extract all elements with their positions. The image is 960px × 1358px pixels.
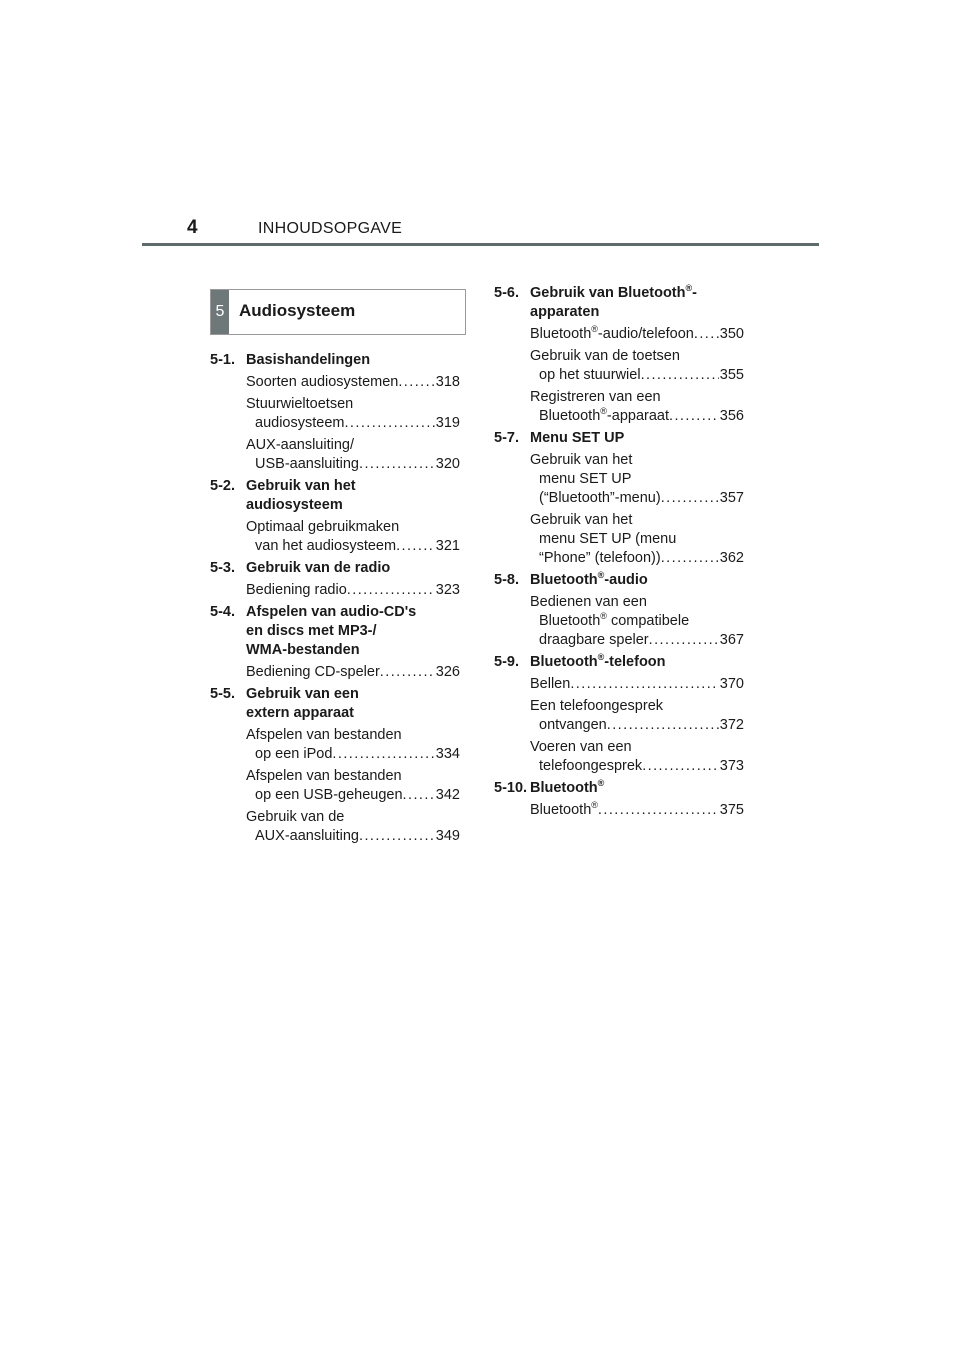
toc-entry[interactable] bbox=[246, 767, 460, 805]
toc-page-number: 356 bbox=[719, 408, 744, 424]
toc-section-heading[interactable] bbox=[210, 685, 460, 723]
toc-entry-text: Gebruik van het bbox=[530, 512, 633, 528]
section-number: 5-2. bbox=[210, 478, 235, 494]
dot-leader bbox=[359, 827, 435, 846]
dot-leader bbox=[642, 757, 719, 776]
toc-entry-text: Bediening CD-speler bbox=[246, 664, 380, 680]
toc-entry-text: telefoongesprek bbox=[539, 758, 643, 774]
toc-page-number: 372 bbox=[719, 717, 744, 733]
dot-leader bbox=[598, 801, 719, 820]
header-rule bbox=[142, 243, 819, 246]
toc-entry[interactable] bbox=[530, 347, 744, 385]
dot-leader bbox=[694, 325, 719, 344]
section-title-line: extern apparaat bbox=[246, 705, 354, 721]
toc-entry[interactable] bbox=[530, 388, 744, 426]
toc-entry-text: Bluetooth® compatibele bbox=[539, 611, 690, 629]
toc-page-number: 350 bbox=[719, 326, 744, 342]
dot-leader bbox=[403, 786, 435, 805]
section-title bbox=[530, 429, 744, 448]
toc-entry[interactable] bbox=[530, 801, 744, 820]
dot-leader bbox=[347, 581, 435, 600]
chapter-number-tab: 5 bbox=[211, 290, 229, 334]
toc-entry-text: Bluetooth®-audio/telefoon bbox=[530, 324, 694, 342]
toc-entry[interactable] bbox=[246, 581, 460, 600]
toc-entry[interactable] bbox=[530, 325, 744, 344]
section-number: 5-3. bbox=[210, 560, 235, 576]
toc-page-number: 357 bbox=[719, 490, 744, 506]
section-title-line: Gebruik van het bbox=[246, 478, 356, 494]
dot-leader bbox=[661, 549, 719, 568]
chapter-title: Audiosysteem bbox=[239, 301, 356, 320]
toc-page-number: 349 bbox=[435, 828, 460, 844]
section-title-line: Bluetooth®-audio bbox=[530, 570, 648, 588]
dot-leader bbox=[669, 407, 719, 426]
page-number: 4 bbox=[187, 217, 198, 238]
section-title-line: Bluetooth®-telefoon bbox=[530, 652, 666, 670]
section-title bbox=[246, 477, 460, 515]
section-title bbox=[246, 603, 460, 660]
toc-entry[interactable] bbox=[530, 511, 744, 568]
toc-entry[interactable] bbox=[246, 808, 460, 846]
toc-entry-text: AUX-aansluiting/ bbox=[246, 437, 354, 453]
toc-page-number: 323 bbox=[435, 582, 460, 598]
dot-leader bbox=[398, 373, 434, 392]
section-title-line: Gebruik van Bluetooth®- bbox=[530, 283, 697, 301]
toc-entry[interactable] bbox=[530, 451, 744, 508]
toc-entry[interactable] bbox=[530, 675, 744, 694]
dot-leader bbox=[359, 455, 435, 474]
toc-entry-text: Registreren van een bbox=[530, 389, 661, 405]
toc-section-heading[interactable] bbox=[494, 653, 744, 672]
dot-leader bbox=[396, 537, 435, 556]
section-title bbox=[246, 559, 460, 578]
toc-entry-text: USB-aansluiting bbox=[255, 456, 359, 472]
toc-entry-text: Bluetooth®-apparaat bbox=[539, 406, 669, 424]
toc-entry-text: menu SET UP (menu bbox=[539, 531, 677, 547]
toc-entry-text: Optimaal gebruikmaken bbox=[246, 519, 400, 535]
toc-page-number: 334 bbox=[435, 746, 460, 762]
running-header: INHOUDSOPGAVE bbox=[258, 220, 403, 237]
dot-leader bbox=[344, 414, 434, 433]
toc-entry[interactable] bbox=[530, 593, 744, 650]
section-title-line: Basishandelingen bbox=[246, 352, 371, 368]
toc-section-heading[interactable] bbox=[210, 559, 460, 578]
section-title-line: audiosysteem bbox=[246, 497, 343, 513]
toc-page-number: 362 bbox=[719, 550, 744, 566]
toc-entry-text: Een telefoongesprek bbox=[530, 698, 664, 714]
section-number: 5-8. bbox=[494, 572, 519, 588]
toc-page-number: 319 bbox=[435, 415, 460, 431]
dot-leader bbox=[332, 745, 434, 764]
toc-section-heading[interactable] bbox=[210, 603, 460, 660]
toc-entry-text: draagbare speler bbox=[539, 632, 649, 648]
toc-entry-text: op een USB-geheugen bbox=[255, 787, 403, 803]
toc-entry[interactable] bbox=[246, 373, 460, 392]
section-number: 5-10. bbox=[494, 780, 528, 796]
toc-entry-text: op het stuurwiel bbox=[539, 367, 641, 383]
toc-entry-text: (“Bluetooth”-menu) bbox=[539, 490, 661, 506]
toc-entry-text: audiosysteem bbox=[255, 415, 345, 431]
toc-page-number: 355 bbox=[719, 367, 744, 383]
toc-entry-text: van het audiosysteem bbox=[255, 538, 397, 554]
toc-entry-text: Soorten audiosystemen bbox=[246, 374, 399, 390]
section-number: 5-1. bbox=[210, 352, 235, 368]
toc-entry-text: Bediening radio bbox=[246, 582, 347, 598]
toc-entry[interactable] bbox=[246, 436, 460, 474]
toc-page-number: 321 bbox=[435, 538, 460, 554]
toc-entry-text: Bluetooth® bbox=[530, 800, 598, 818]
toc-page-number: 370 bbox=[719, 676, 744, 692]
toc-page-number: 318 bbox=[435, 374, 460, 390]
toc-section-heading[interactable] bbox=[494, 779, 744, 798]
dot-leader bbox=[649, 631, 719, 650]
toc-section-heading[interactable] bbox=[494, 284, 744, 322]
chapter-box bbox=[210, 289, 466, 335]
dot-leader bbox=[380, 663, 435, 682]
section-title-line: Menu SET UP bbox=[530, 430, 625, 446]
toc-entry-text: Voeren van een bbox=[530, 739, 632, 755]
section-title-line: Gebruik van de radio bbox=[246, 560, 391, 576]
toc-entry-text: Stuurwieltoetsen bbox=[246, 396, 354, 412]
section-title bbox=[246, 685, 460, 723]
toc-entry[interactable] bbox=[246, 395, 460, 433]
section-title-line: WMA-bestanden bbox=[246, 642, 360, 658]
toc-entry[interactable] bbox=[530, 738, 744, 776]
toc-page-number: 326 bbox=[435, 664, 460, 680]
section-title-line: Gebruik van een bbox=[246, 686, 359, 702]
section-title-line: Afspelen van audio-CD's bbox=[246, 604, 417, 620]
section-title bbox=[530, 571, 744, 590]
toc-entry-text: Afspelen van bestanden bbox=[246, 768, 402, 784]
toc-entry-text: “Phone” (telefoon)) bbox=[539, 550, 661, 566]
toc-entry-text: Gebruik van de toetsen bbox=[530, 348, 680, 364]
section-number: 5-5. bbox=[210, 686, 235, 702]
toc-entry-text: menu SET UP bbox=[539, 471, 632, 487]
toc-page-number: 373 bbox=[719, 758, 744, 774]
toc-page-number: 342 bbox=[435, 787, 460, 803]
section-title bbox=[530, 284, 744, 322]
toc-section-heading[interactable] bbox=[494, 571, 744, 590]
dot-leader bbox=[661, 489, 719, 508]
toc-column-left bbox=[210, 351, 460, 849]
toc-entry-text: AUX-aansluiting bbox=[255, 828, 359, 844]
toc-entry-text: Bedienen van een bbox=[530, 594, 647, 610]
toc-entry-text: Afspelen van bestanden bbox=[246, 727, 402, 743]
toc-entry-text: Gebruik van de bbox=[246, 809, 345, 825]
toc-entry[interactable] bbox=[246, 518, 460, 556]
toc-entry-text: Bellen bbox=[530, 676, 571, 692]
dot-leader bbox=[607, 716, 719, 735]
section-number: 5-9. bbox=[494, 654, 519, 670]
section-title-line: Bluetooth® bbox=[530, 778, 605, 796]
toc-page-number: 375 bbox=[719, 802, 744, 818]
section-title-line: en discs met MP3-/ bbox=[246, 623, 377, 639]
dot-leader bbox=[641, 366, 719, 385]
section-title bbox=[530, 779, 744, 798]
toc-section-heading[interactable] bbox=[210, 477, 460, 515]
section-title-line: apparaten bbox=[530, 304, 600, 320]
toc-entry[interactable] bbox=[530, 697, 744, 735]
section-number: 5-6. bbox=[494, 285, 519, 301]
toc-entry-text: Gebruik van het bbox=[530, 452, 633, 468]
section-title bbox=[530, 653, 744, 672]
dot-leader bbox=[570, 675, 718, 694]
toc-entry[interactable] bbox=[246, 726, 460, 764]
toc-entry-text: ontvangen bbox=[539, 717, 607, 733]
toc-page-number: 320 bbox=[435, 456, 460, 472]
section-number: 5-7. bbox=[494, 430, 519, 446]
toc-section-heading[interactable] bbox=[494, 429, 744, 448]
toc-column-right bbox=[494, 284, 744, 823]
toc-entry[interactable] bbox=[246, 663, 460, 682]
toc-entry-text: op een iPod bbox=[255, 746, 333, 762]
section-title bbox=[246, 351, 460, 370]
section-number: 5-4. bbox=[210, 604, 235, 620]
toc-page-number: 367 bbox=[719, 632, 744, 648]
toc-section-heading[interactable] bbox=[210, 351, 460, 370]
